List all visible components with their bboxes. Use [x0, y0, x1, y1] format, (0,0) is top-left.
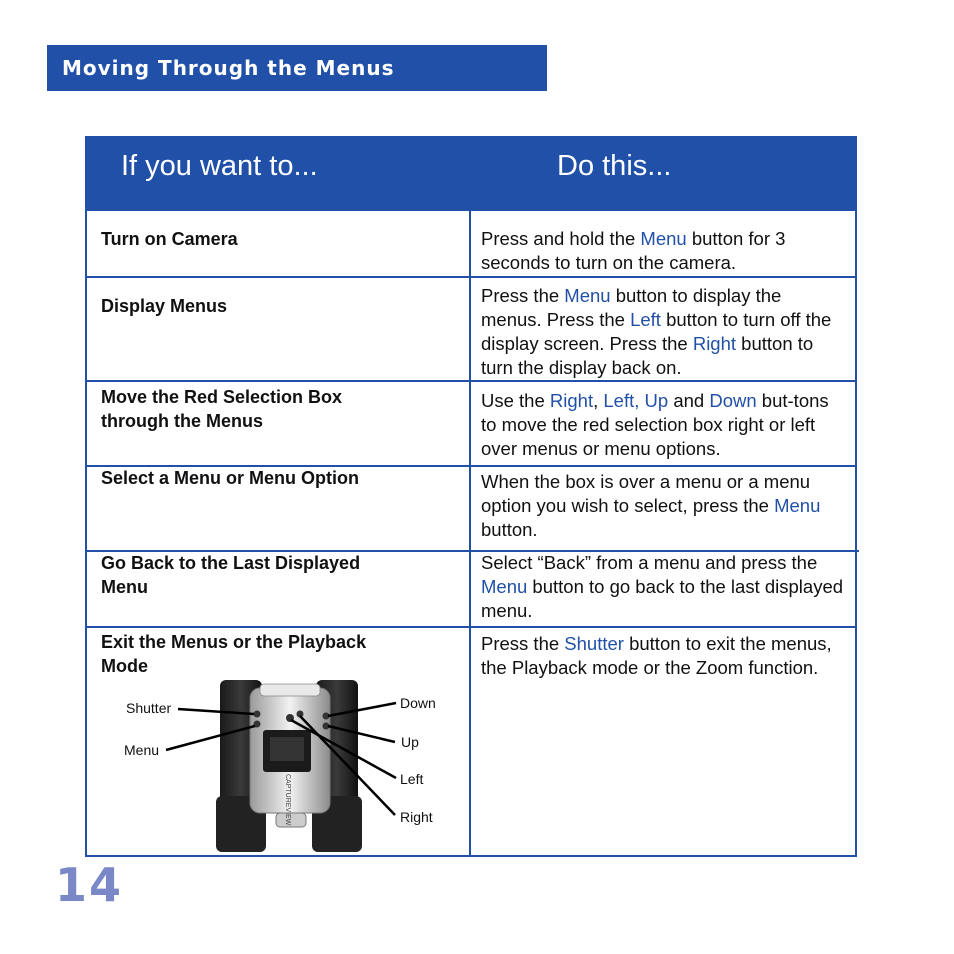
- callout-right: Right: [400, 809, 433, 825]
- page-number: 14: [55, 858, 124, 912]
- row-instruction: Press the Shutter button to exit the menus, the Playback mode or the Zoom function.: [481, 633, 832, 678]
- button-name-highlight: Left, Up: [603, 390, 669, 411]
- callout-shutter: Shutter: [126, 700, 172, 716]
- callout-down: Down: [400, 695, 436, 711]
- row-action: Select a Menu or Menu Option: [101, 468, 360, 488]
- row-instruction: Press the Menu button to display the menus. Press the Left button to turn off the display screen. Press the Right button to turn the display back on.: [481, 285, 832, 378]
- row-instruction: Select “Back” from a menu and press the Menu button to go back to the last displayed menu.: [481, 552, 844, 621]
- row-action: Move the Red Selection Box through the Menus: [101, 387, 343, 431]
- row-action: Turn on Camera: [101, 229, 238, 249]
- button-name-highlight: Left: [630, 309, 661, 330]
- callout-menu: Menu: [124, 742, 160, 758]
- row-instruction: When the box is over a menu or a menu option you wish to select, press the Menu button.: [481, 471, 821, 540]
- button-name-highlight: Menu: [640, 228, 687, 249]
- row-action: Display Menus: [101, 296, 228, 316]
- button-name-highlight: Menu: [774, 495, 821, 516]
- brand-text: CAPTUREVIEW: [284, 774, 291, 826]
- row-divider: [87, 380, 855, 382]
- camera-illustration: [110, 678, 450, 854]
- row-instruction: Use the Right, Left, Up and Down but-tons to move the red selection box right or left over menus or menu options.: [481, 390, 829, 459]
- button-name-highlight: Down: [709, 390, 757, 411]
- callout-left: Left: [400, 771, 424, 787]
- header-if-you-want: If you want to...: [121, 150, 318, 182]
- header-do-this: Do this...: [557, 150, 672, 182]
- section-banner: [47, 45, 547, 91]
- row-divider: [87, 276, 855, 278]
- button-name-highlight: Menu: [481, 576, 528, 597]
- button-name-highlight: Shutter: [564, 633, 624, 654]
- row-action: Go Back to the Last Displayed Menu: [101, 553, 361, 597]
- row-action: Exit the Menus or the Playback Mode: [101, 632, 367, 676]
- section-title: Moving Through the Menus: [62, 56, 395, 80]
- row-instruction: Press and hold the Menu button for 3 seconds to turn on the camera.: [481, 228, 786, 273]
- callout-up: Up: [401, 734, 419, 750]
- row-divider: [87, 626, 855, 628]
- button-name-highlight: Right: [692, 333, 737, 354]
- column-divider: [469, 138, 471, 857]
- button-name-highlight: Right: [549, 390, 594, 411]
- button-name-highlight: Menu: [564, 285, 611, 306]
- table-header: [87, 138, 855, 211]
